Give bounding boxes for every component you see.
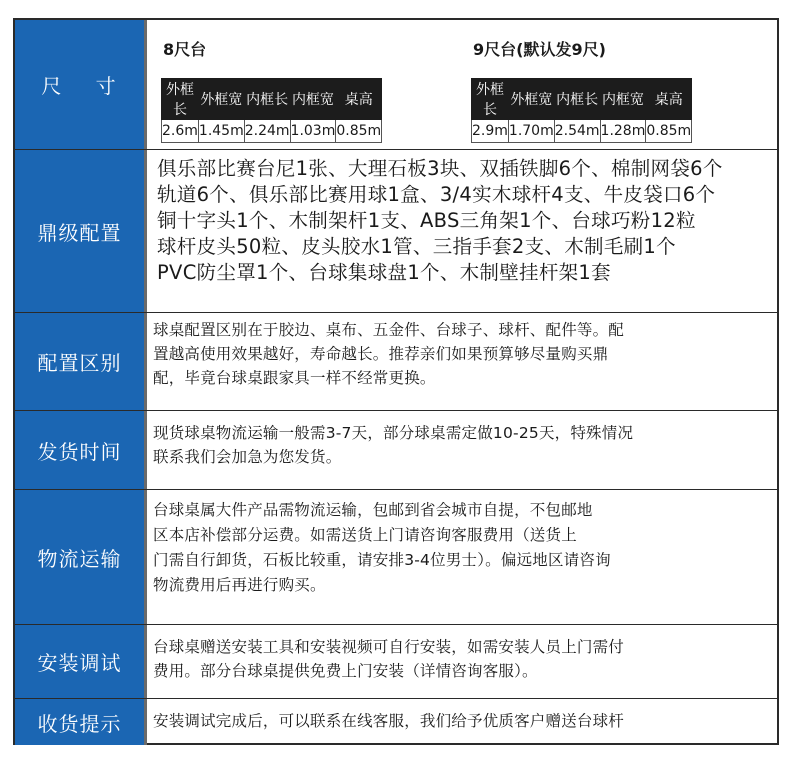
shipping-time-line: 联系我们会加急为您发货。	[153, 448, 342, 466]
installation-line: 费用。部分台球桌提供免费上门安装（详情咨询客服）。	[153, 662, 538, 680]
size-9ft-table	[471, 78, 692, 143]
logistics-line: 台球桌属大件产品需物流运输，包邮到省会城市自提，不包邮地	[153, 501, 593, 519]
logistics-line: 物流费用后再进行购买。	[153, 576, 326, 594]
row-label-logistics: 物流运输	[15, 490, 147, 624]
difference-line: 配，毕竟台球桌跟家具一样不经常更换。	[153, 369, 436, 387]
logistics-line: 门需自行卸货，石板比较重，请安排3-4位男士）。偏远地区请咨询	[153, 551, 611, 569]
value-cell: 2.9m	[472, 120, 509, 143]
size-8ft-table	[161, 78, 382, 143]
value-cell: 2.6m	[162, 120, 199, 143]
header-cell: 外框宽	[508, 79, 554, 120]
config-line: PVC防尘罩1个、台球集球盘1个、木制壁挂杆架1套	[157, 261, 611, 284]
shipping-time-content	[147, 411, 777, 489]
value-cell: 0.85m	[646, 120, 692, 143]
difference-line: 置越高使用效果越好，寿命越长。推荐亲们如果预算够尽量购买鼎	[153, 345, 609, 363]
row-label-installation: 安装调试	[15, 625, 147, 698]
size-8ft-value-row	[162, 120, 382, 143]
value-cell: 1.28m	[600, 120, 646, 143]
value-cell: 2.24m	[244, 120, 290, 143]
size-9ft-title: 9尺台(默认发9尺)	[473, 40, 606, 59]
size-9ft-value-row	[472, 120, 692, 143]
difference-content	[147, 313, 777, 410]
header-cell: 内框长	[244, 79, 290, 120]
row-shipping-time	[15, 411, 777, 490]
config-line: 轨道6个、俱乐部比赛用球1盒、3/4实木球杆4支、牛皮袋口6个	[157, 183, 716, 206]
receipt-line: 安装调试完成后，可以联系在线客服，我们给予优质客户赠送台球杆	[153, 712, 625, 730]
size-9ft-header-row	[472, 79, 692, 120]
config-content	[147, 150, 777, 312]
row-label-receipt: 收货提示	[15, 699, 147, 745]
row-label-dimensions: 尺 寸	[15, 20, 147, 149]
size-8ft-header-row	[162, 79, 382, 120]
header-cell: 桌高	[646, 79, 692, 120]
installation-content	[147, 625, 777, 698]
config-line: 铜十字头1个、木制架杆1支、ABS三角架1个、台球巧粉12粒	[157, 209, 696, 232]
value-cell: 1.45m	[198, 120, 244, 143]
value-cell: 1.03m	[290, 120, 336, 143]
row-receipt	[15, 699, 777, 745]
row-label-difference: 配置区别	[15, 313, 147, 410]
size-8ft-title: 8尺台	[163, 40, 207, 59]
row-dimensions	[15, 20, 777, 150]
shipping-time-line: 现货球桌物流运输一般需3-7天，部分球桌需定做10-25天，特殊情况	[153, 424, 634, 442]
header-cell: 内框宽	[290, 79, 336, 120]
logistics-line: 区本店补偿部分运费。如需送货上门请咨询客服费用（送货上	[153, 526, 577, 544]
row-label-config: 鼎级配置	[15, 150, 147, 312]
header-cell: 外框宽	[198, 79, 244, 120]
row-label-shipping-time: 发货时间	[15, 411, 147, 489]
installation-line: 台球桌赠送安装工具和安装视频可自行安装，如需安装人员上门需付	[153, 638, 625, 656]
logistics-content	[147, 490, 777, 624]
header-cell: 内框宽	[600, 79, 646, 120]
header-cell: 外框长	[472, 79, 509, 120]
difference-line: 球桌配置区别在于胶边、桌布、五金件、台球子、球杆、配件等。配	[153, 321, 625, 339]
value-cell: 1.70m	[508, 120, 554, 143]
value-cell: 2.54m	[554, 120, 600, 143]
header-cell: 外框长	[162, 79, 199, 120]
receipt-content	[147, 699, 777, 745]
row-logistics	[15, 490, 777, 625]
config-line: 俱乐部比赛台尼1张、大理石板3块、双插铁脚6个、棉制网袋6个	[157, 157, 723, 180]
value-cell: 0.85m	[336, 120, 382, 143]
row-installation	[15, 625, 777, 699]
config-line: 球杆皮头50粒、皮头胶水1管、三指手套2支、木制毛刷1个	[157, 235, 676, 258]
row-difference	[15, 313, 777, 411]
dimensions-content	[147, 20, 777, 149]
header-cell: 内框长	[554, 79, 600, 120]
spec-table	[13, 18, 779, 745]
header-cell: 桌高	[336, 79, 382, 120]
row-config	[15, 150, 777, 313]
